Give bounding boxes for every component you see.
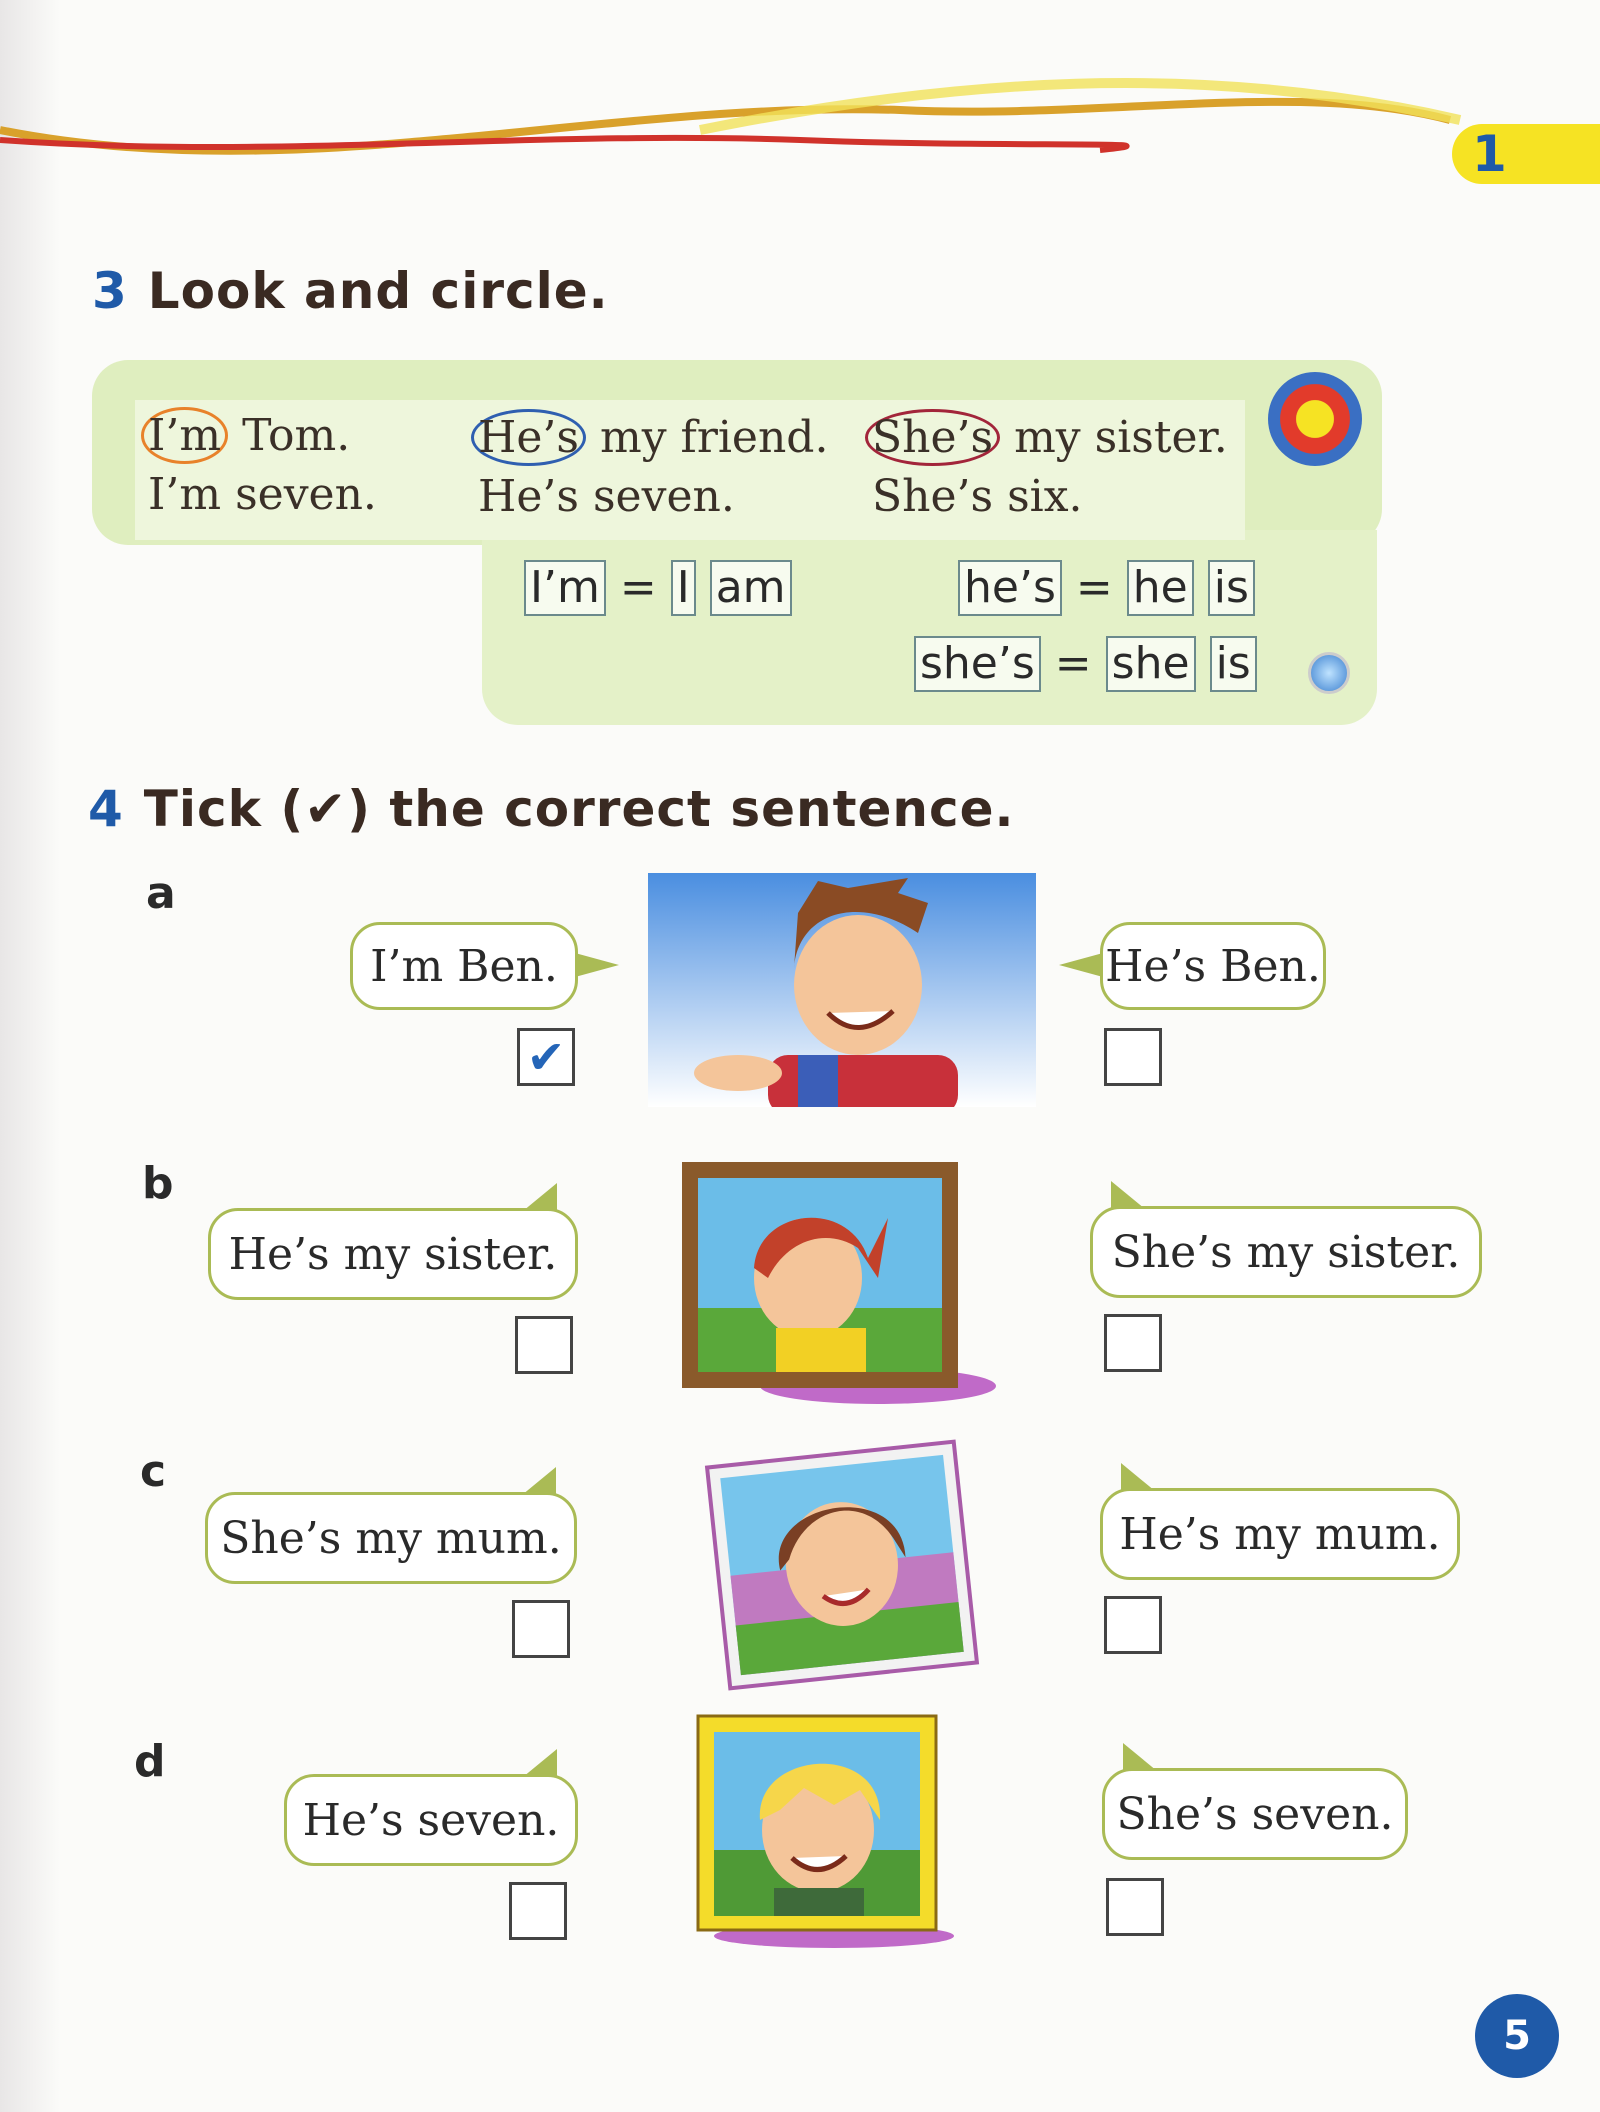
page-edge-shadow — [0, 0, 60, 2112]
item-letter: a — [146, 868, 176, 919]
tick-box[interactable] — [515, 1316, 573, 1374]
girl-sister-picture — [678, 1158, 996, 1404]
contraction-part: is — [1210, 636, 1257, 692]
contraction-part: he — [1127, 560, 1194, 616]
speech-bubble-right: He’s Ben. — [1100, 922, 1326, 1010]
example-col-3 — [872, 412, 1228, 522]
exercise-4-number: 4 — [88, 780, 124, 838]
speech-bubble-right: She’s seven. — [1102, 1768, 1408, 1860]
tick-box[interactable] — [509, 1882, 567, 1940]
example-line2: He’s seven. — [478, 471, 735, 522]
exercise-4-title: Tick (✔) the correct sentence. — [143, 780, 1015, 838]
boy-ben-picture — [648, 873, 1036, 1107]
tick-box[interactable] — [1106, 1878, 1164, 1936]
page-number: 5 — [1475, 1994, 1559, 2078]
item-letter: b — [142, 1158, 174, 1209]
contraction-hes — [958, 560, 1255, 616]
exercise-3-number: 3 — [92, 262, 128, 320]
contraction-shes — [914, 636, 1257, 692]
contraction-part: am — [710, 560, 792, 616]
speech-bubble-left: She’s my mum. — [205, 1492, 577, 1584]
contraction-part: she — [1106, 636, 1196, 692]
speech-bubble-right: She’s my sister. — [1090, 1206, 1482, 1298]
boy-seven-picture — [684, 1710, 974, 1950]
circled-word: He’s — [471, 409, 586, 466]
equals-sign: = — [619, 562, 657, 613]
example-line2: She’s six. — [872, 471, 1083, 522]
speech-bubble-left: He’s seven. — [284, 1774, 578, 1866]
unit-tab — [1452, 124, 1600, 184]
tick-box[interactable]: ✔ — [517, 1028, 575, 1086]
tick-box[interactable] — [1104, 1314, 1162, 1372]
decorative-ribbon — [0, 40, 1600, 170]
contraction-im — [524, 560, 792, 616]
equals-sign: = — [1075, 562, 1113, 613]
tick-box[interactable] — [512, 1600, 570, 1658]
contraction-word: she’s — [914, 636, 1041, 692]
example-col-1 — [148, 410, 377, 520]
contraction-word: he’s — [958, 560, 1062, 616]
unit-number: 1 — [1472, 125, 1507, 183]
exercise-3-title: Look and circle. — [147, 262, 609, 320]
contraction-part: is — [1208, 560, 1255, 616]
woman-mum-picture — [700, 1434, 984, 1696]
exercise-3-heading — [92, 262, 609, 320]
magnifier-icon — [1308, 652, 1350, 694]
contraction-word: I’m — [524, 560, 606, 616]
item-letter: c — [140, 1446, 167, 1497]
example-text: my friend. — [585, 412, 829, 463]
tick-box[interactable] — [1104, 1596, 1162, 1654]
contraction-part: I — [671, 560, 696, 616]
exercise-4-heading — [88, 780, 1015, 838]
example-text: my sister. — [1000, 412, 1228, 463]
example-col-2 — [478, 412, 828, 522]
tick-box[interactable] — [1104, 1028, 1162, 1086]
speech-bubble-left: He’s my sister. — [208, 1208, 578, 1300]
target-icon — [1268, 372, 1362, 466]
speech-bubble-right: He’s my mum. — [1100, 1488, 1460, 1580]
item-letter: d — [134, 1736, 166, 1787]
speech-bubble-left: I’m Ben. — [350, 922, 578, 1010]
circled-word: She’s — [865, 409, 1000, 466]
example-text: Tom. — [228, 410, 351, 461]
equals-sign: = — [1054, 638, 1092, 689]
circled-word: I’m — [141, 407, 228, 464]
example-line2: I’m seven. — [148, 469, 377, 520]
